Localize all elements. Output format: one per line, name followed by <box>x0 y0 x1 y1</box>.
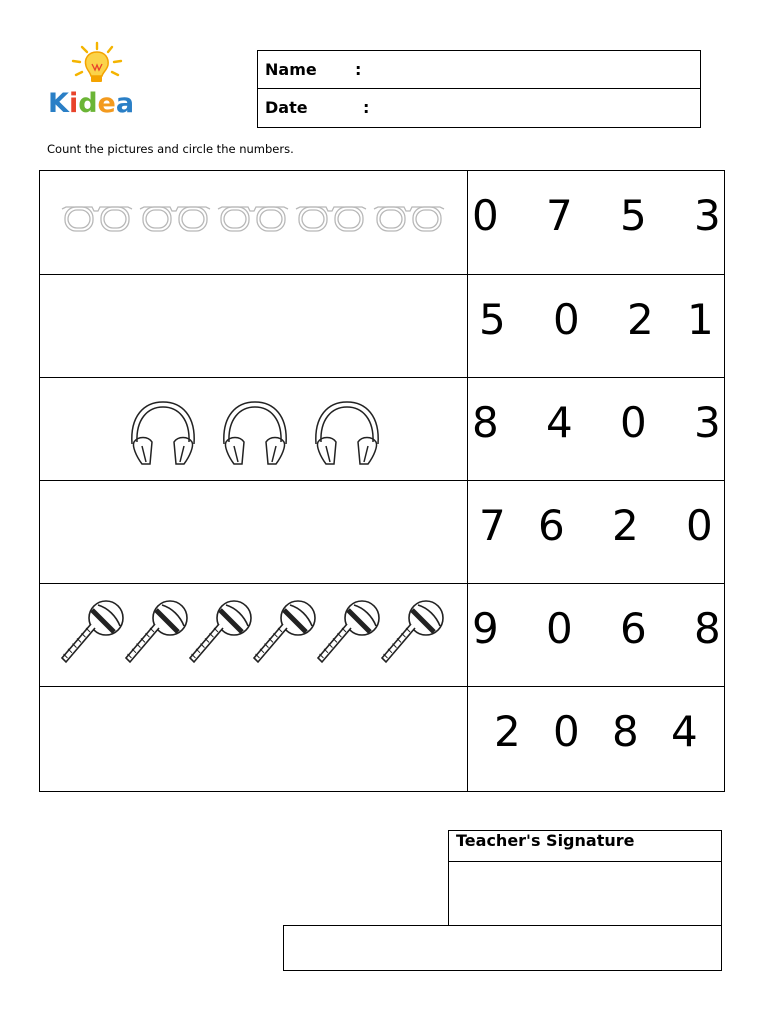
logo-letter: a <box>115 88 135 119</box>
lollipop-icon <box>62 601 123 662</box>
instruction-text: Count the pictures and circle the numbers. <box>47 142 294 156</box>
number-option[interactable]: 1 <box>687 295 714 344</box>
picture-cell-glasses <box>40 171 467 274</box>
logo-letter: e <box>97 88 116 119</box>
number-cell <box>467 171 724 274</box>
number-option[interactable]: 8 <box>612 707 639 756</box>
lollipop-icon <box>254 601 315 662</box>
counting-grid <box>39 170 725 792</box>
date-label: Date <box>265 98 308 117</box>
lollipop-icon <box>382 601 443 662</box>
number-option[interactable]: 2 <box>627 295 654 344</box>
number-option[interactable]: 8 <box>472 398 499 447</box>
number-option[interactable]: 2 <box>612 501 639 550</box>
number-option[interactable]: 4 <box>671 707 698 756</box>
number-option[interactable]: 8 <box>694 604 721 653</box>
number-cell <box>467 584 724 686</box>
lollipop-group <box>40 584 467 687</box>
glasses-icon <box>140 207 210 231</box>
picture-cell-headphones <box>40 378 467 480</box>
lollipop-icon <box>126 601 187 662</box>
signature-area[interactable] <box>449 862 721 926</box>
headphones-group <box>40 378 467 481</box>
headphones-icon <box>132 402 194 464</box>
date-colon: : <box>363 98 370 117</box>
number-option[interactable]: 0 <box>472 191 499 240</box>
picture-cell-lollipops <box>40 584 467 686</box>
number-cell <box>467 378 724 480</box>
glasses-icon <box>218 207 288 231</box>
logo-letter: K <box>48 88 69 119</box>
glasses-group <box>40 171 467 274</box>
number-option[interactable]: 5 <box>479 295 506 344</box>
row-3 <box>40 377 724 480</box>
teacher-signature-label: Teacher's Signature <box>449 831 721 862</box>
glasses-icon <box>374 207 444 231</box>
date-row[interactable] <box>258 89 700 127</box>
number-option[interactable]: 2 <box>494 707 521 756</box>
headphones-icon <box>316 402 378 464</box>
lightbulb-sun-icon <box>44 40 156 90</box>
name-colon: : <box>355 60 362 79</box>
number-option[interactable]: 4 <box>546 398 573 447</box>
number-option[interactable]: 6 <box>538 501 565 550</box>
kidea-logo <box>44 40 156 124</box>
number-option[interactable]: 0 <box>553 707 580 756</box>
number-option[interactable]: 9 <box>472 604 499 653</box>
logo-letter: d <box>78 88 98 119</box>
number-option[interactable]: 0 <box>553 295 580 344</box>
number-option[interactable]: 7 <box>479 501 506 550</box>
logo-letter: i <box>68 88 79 119</box>
number-option[interactable]: 7 <box>546 191 573 240</box>
number-option[interactable]: 5 <box>620 191 647 240</box>
lollipop-icon <box>318 601 379 662</box>
logo-text <box>48 88 134 119</box>
number-option[interactable]: 3 <box>694 191 721 240</box>
glasses-icon <box>62 207 132 231</box>
number-option[interactable]: 6 <box>620 604 647 653</box>
name-label: Name <box>265 60 317 79</box>
row-5 <box>40 583 724 686</box>
name-row[interactable] <box>258 51 700 89</box>
picture-cell-empty <box>40 687 467 791</box>
number-option[interactable]: 3 <box>694 398 721 447</box>
number-option[interactable]: 0 <box>546 604 573 653</box>
row-4 <box>40 480 724 583</box>
picture-cell-empty <box>40 481 467 583</box>
row-2 <box>40 274 724 377</box>
name-date-box <box>257 50 701 128</box>
number-cell <box>467 687 724 791</box>
picture-cell-empty <box>40 275 467 377</box>
number-option[interactable]: 0 <box>686 501 713 550</box>
row-1 <box>40 171 724 274</box>
number-cell <box>467 481 724 583</box>
number-option[interactable]: 0 <box>620 398 647 447</box>
glasses-icon <box>296 207 366 231</box>
row-6 <box>40 686 724 791</box>
bottom-box[interactable] <box>283 925 722 971</box>
teacher-signature-box <box>448 830 722 926</box>
headphones-icon <box>224 402 286 464</box>
lollipop-icon <box>190 601 251 662</box>
number-cell <box>467 275 724 377</box>
